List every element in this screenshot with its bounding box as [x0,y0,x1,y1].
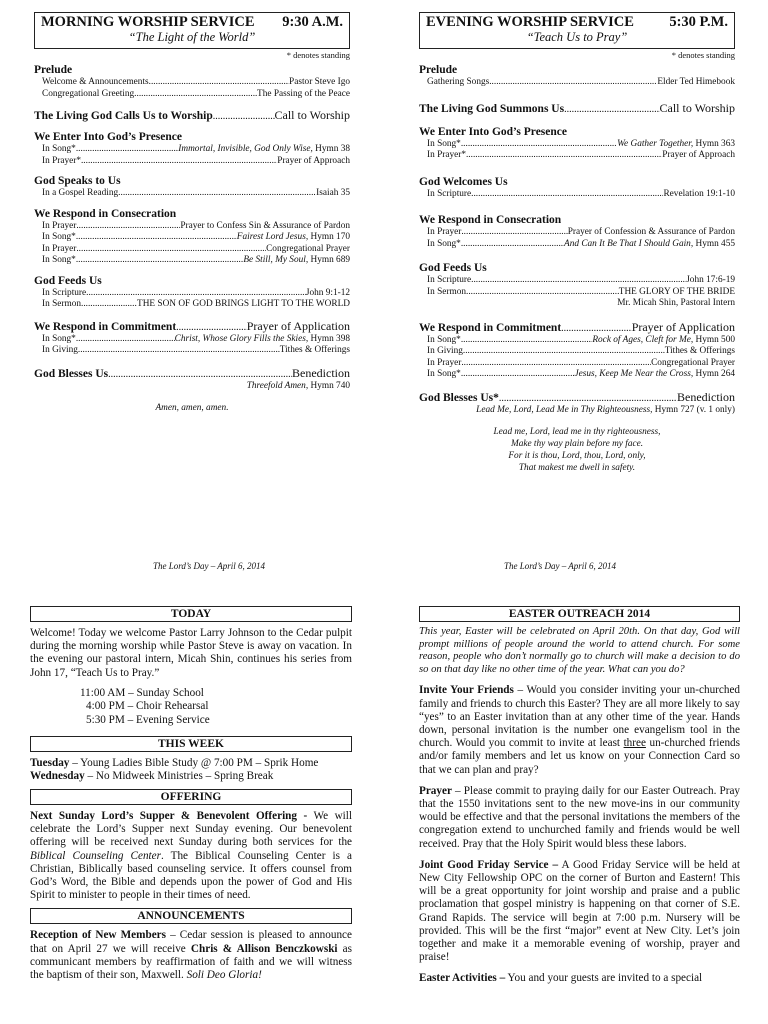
program-item [419,358,735,370]
morning-feeds-list [34,288,350,311]
poem-line: That makest me dwell in safety. [518,463,636,473]
program-item-detail: The Passing of the Peace [257,88,350,99]
today-schedule [30,687,352,728]
program-item-value [619,287,735,299]
program-item-detail: John 9:1-12 [305,287,350,298]
program-item-label: In a Gospel Reading [42,188,119,198]
easter-intro: This year, Easter will be celebrated on April 20th. On that day, God will prompt millions of people around the world to attend church. For some reason, people who don’t normally go to church will make a decision to do so on that day like no other time of the year. What can you do? [419,626,740,675]
dot-leader [81,299,137,311]
program-item [34,89,350,101]
program-item-label: In Song* [42,144,76,154]
program-item-detail: THE SON OF GOD BRINGS LIGHT TO THE WORLD [137,299,350,309]
dot-leader [76,334,175,346]
offering-paragraph: Next Sunday Lord’s Supper & Benevolent Offering - We will celebrate the Lord’s Supper next Sunday evening. Our benevolent offering will be received next Sunday during both services for the Biblical Counseling Center. The Biblical Counseling Center is a Christian, Biblically based counseling service. It offers counsel from God’s Word, the Bible and depends upon the power of God and His Spirit to minister to people in their times of need. [30,810,352,902]
morning-commitment-line [34,319,350,334]
poem-line: Make thy way plain before my face. [510,439,644,449]
program-item [419,150,735,162]
evening-blesses-sub: Lead Me, Lord, Lead Me in Thy Righteousness, Hymn 727 (v. 1 only) [476,404,735,415]
morning-presence-heading: We Enter Into God’s Presence [34,131,182,143]
program-item [419,275,735,287]
program-item-value [316,188,350,200]
this-week-item: Wednesday – No Midweek Ministries – Spring Break [30,769,274,782]
poem-line: Lead me, Lord, lead me in thy righteousness, [493,427,661,437]
dot-leader [134,89,257,101]
offering-title: OFFERING [30,789,352,805]
program-item-detail: John 17:6-19 [686,275,735,285]
evening-consecration-heading: We Respond in Consecration [419,214,562,226]
evening-service-panel [419,12,735,474]
evening-feeds-heading: God Feeds Us [419,262,487,274]
easter-prayer: Prayer – Please commit to praying daily for our Easter Outreach. Pray that the 1550 invitations sent to the new move-ins in our community would be effective and that the personal invitations the members of the congregation extend to unchurched family and friends would be well received. Pray that the Holy Spirit would bless these labors. [419,784,740,850]
morning-standing-note: * denotes standing [286,50,350,60]
evening-welcomes-list [419,189,735,201]
program-item [34,288,350,300]
program-item-detail: Tithes & Offerings [664,346,735,356]
dot-leader [118,188,316,200]
program-item-detail: Hymn 455 [693,238,735,249]
morning-consecration-list [34,221,350,267]
evening-subtitle: “Teach Us to Pray” [526,30,628,44]
program-item-detail: Revelation 19:1-10 [663,188,735,199]
program-item-value [663,189,735,201]
morning-calls-line [34,108,350,123]
dot-leader [466,287,619,299]
morning-prelude-heading: Prelude [34,64,73,76]
program-item-label: In Giving [427,346,463,356]
program-item-detail: Hymn 264 [693,369,735,379]
dot-leader [489,77,657,89]
dot-leader [466,150,662,162]
program-item [34,144,350,156]
program-item-detail: Elder Ted Himebook [657,77,735,87]
hymn-title: Immortal, Invisible, God Only Wise, [178,144,313,154]
evening-welcomes-heading: God Welcomes Us [419,175,508,188]
morning-speaks-heading: God Speaks to Us [34,175,121,187]
program-item-value [665,346,735,358]
evening-time: 5:30 P.M. [669,14,728,30]
program-item-label: In Prayer [42,243,77,254]
morning-presence-list [34,144,350,167]
evening-title: EVENING WORSHIP SERVICE [426,14,634,30]
program-item [419,227,735,239]
program-item-detail: Prayer of Confession & Assurance of Pardon [567,227,735,237]
announcements-title: ANNOUNCEMENTS [30,908,352,924]
hymn-title: Fairest Lord Jesus, [236,232,309,242]
today-welcome: Welcome! Today we welcome Pastor Larry Johnson to the Cedar pulpit during the morning worship while Pastor Steve is away on vacation. In the evening our pastoral intern, Micah Shin, continues his series from John 17, “Teach Us to Pray.” [30,627,352,679]
hymn-title: We Gather Together, [617,138,694,149]
program-item-label: In Prayer [427,227,462,237]
program-item-value [277,156,350,168]
program-item [34,188,350,200]
program-item-detail: Hymn 38 [312,144,350,154]
program-item-value [568,227,735,239]
morning-feeds-heading: God Feeds Us [34,274,102,287]
evening-preacher: Mr. Micah Shin, Pastoral Intern [617,298,735,308]
morning-footer: The Lord’s Day – April 6, 2014 [152,561,266,571]
dot-leader [76,232,237,244]
dot-leader [471,189,663,201]
evening-blesses-line [419,390,735,405]
easter-invite: Invite Your Friends – Would you consider inviting your un-churched family and friends to church this Easter? They are all more likely to say “yes” to an Easter invitation than at any other time of the year. Hands down, personal invitation is the number one evangelism tool in the church. Would you commit to invite at least three un-churched friends and/or family members and let us know on your Connection Card so that we can plan and pray? [419,684,741,776]
morning-commitment-label: We Respond in Commitment [34,320,177,333]
program-item [34,345,350,357]
program-item [419,239,735,251]
program-item-label: In Giving [42,345,78,355]
dot-leader [461,227,567,239]
morning-consecration-heading: We Respond in Consecration [34,207,177,220]
program-item-label: In Sermon [427,286,466,297]
program-item [419,77,735,89]
hymn-title: Jesus, Keep Me Near the Cross, [574,369,694,379]
program-item-label: In Scripture [427,188,472,199]
schedule-item: 4:00 PM – Choir Rehearsal [86,700,209,713]
program-item-value [175,334,350,346]
evening-consecration-list [419,227,735,250]
program-item-label: In Prayer* [427,150,466,160]
program-item [419,287,735,299]
program-item-label: In Scripture [427,275,472,285]
easter-column [419,606,740,986]
dot-leader [461,369,575,381]
program-item-value [289,77,350,89]
evening-prelude-list [419,77,735,89]
program-item [34,334,350,346]
program-item-detail: THE GLORY OF THE BRIDE [618,286,735,297]
today-column [30,606,352,982]
morning-amen: Amen, amen, amen. [155,403,229,413]
program-item-detail: Hymn 500 [693,334,735,345]
program-item [34,77,350,89]
program-item [419,335,735,347]
dot-leader [461,335,593,347]
evening-presence-list [419,139,735,162]
program-item [34,299,350,311]
program-item-detail: Hymn 689 [308,255,350,265]
morning-blesses-sub: Threefold Amen, Hymn 740 [246,380,350,391]
morning-prelude-list [34,77,350,100]
program-item-value [564,239,735,251]
program-item-label: In Prayer [42,220,77,231]
evening-prelude-heading: Prelude [419,64,458,76]
dot-leader [461,239,564,251]
poem-line: For it is thou, Lord, thou, Lord, only, [508,451,646,461]
program-item-value [237,232,350,244]
program-item-detail: Prayer to Confess Sin & Assurance of Pardon [180,220,350,231]
program-item [419,189,735,201]
program-item-value [617,139,735,151]
evening-blesses-label: God Blesses Us* [419,391,499,404]
program-item-detail: Pastor Steve Igo [289,77,350,87]
program-item-value [662,150,735,162]
evening-commitment-label: We Respond in Commitment [419,321,562,334]
schedule-item: 11:00 AM – Sunday School [80,686,204,699]
hymn-title: Rock of Ages, Cleft for Me, [592,334,694,345]
program-item-label: In Song* [42,255,76,265]
program-item-value [306,288,350,300]
program-item-label: In Scripture [42,287,87,298]
program-item [419,346,735,358]
this-week-title: THIS WEEK [30,736,352,752]
easter-activities: Easter Activities – You and your guests are invited to a special [419,972,703,985]
morning-calls-label: The Living God Calls Us to Worship [34,110,213,122]
easter-title: EASTER OUTREACH 2014 [419,606,740,622]
program-item-label: In Prayer [427,357,462,368]
program-item-label: In Song* [427,138,461,149]
this-week-item: Tuesday – Young Ladies Bible Study @ 7:00 PM – Sprik Home [30,756,319,769]
dot-leader [76,244,266,256]
morning-blesses-label: God Blesses Us [34,367,109,380]
program-item [34,156,350,168]
program-item-value [280,345,350,357]
program-item-label: Welcome & Announcements [42,77,149,87]
program-item-value [574,369,735,381]
today-title: TODAY [30,606,352,622]
dot-leader [463,346,665,358]
evening-feeds-list [419,275,735,298]
program-item [419,139,735,151]
program-item-value [178,144,350,156]
morning-service-panel [34,12,350,414]
dot-leader [471,275,686,287]
program-item-detail: Congregational Prayer [651,357,735,368]
program-item-detail: Congregational Prayer [266,243,350,254]
program-item-value [257,89,350,101]
dot-leader [461,358,651,370]
dot-leader [149,77,289,89]
program-item-detail: Hymn 170 [308,232,350,242]
program-item [419,369,735,381]
evening-standing-note: * denotes standing [671,50,735,60]
dot-leader [76,255,244,267]
morning-speaks-list [34,188,350,200]
hymn-title: Be Still, My Soul, [243,255,309,265]
program-item-label: Congregational Greeting [42,88,135,99]
program-item-detail: Isaiah 35 [316,188,350,198]
morning-header-box [34,12,350,49]
program-item-label: In Prayer* [42,155,81,166]
evening-commitment-list [419,335,735,381]
program-item-label: In Song* [42,333,76,344]
morning-commitment-list [34,334,350,357]
hymn-title: Christ, Whose Glory Fills the Skies, [174,333,309,344]
program-item-label: In Song* [42,232,76,242]
evening-commitment-line [419,320,735,335]
dot-leader [86,288,306,300]
evening-summons-line [419,101,735,116]
hymn-title: And Can It Be That I Should Gain, [564,238,694,249]
morning-blesses-line [34,366,350,381]
program-item [34,255,350,267]
morning-commitment-right: Prayer of Application [246,318,350,333]
dot-leader [81,156,277,168]
morning-time: 9:30 A.M. [282,14,343,30]
program-item-value [686,275,735,287]
program-item-value [657,77,735,89]
program-item-value [651,358,735,370]
evening-header-box [419,12,735,49]
program-item-label: In Sermon [42,299,81,309]
program-item-detail: Prayer of Approach [277,155,350,166]
dot-leader [78,345,280,357]
program-item-value [137,299,350,311]
program-item-value [592,335,735,347]
evening-summons-right: Call to Worship [659,100,735,115]
program-item-value [266,244,350,256]
program-item [34,232,350,244]
morning-subtitle: “The Light of the World” [128,30,256,44]
schedule-item: 5:30 PM – Evening Service [86,714,210,726]
program-item-value [180,221,350,233]
evening-summons-label: The Living God Summons Us [419,102,565,115]
program-item-label: In Song* [427,238,461,249]
program-item-detail: Tithes & Offerings [279,345,350,355]
program-item [34,221,350,233]
program-item [34,244,350,256]
program-item-value [243,255,350,267]
morning-calls-right: Call to Worship [274,108,350,122]
program-item-label: Gathering Songs [427,77,490,87]
morning-title: MORNING WORSHIP SERVICE [41,14,255,30]
announcements-paragraph: Reception of New Members – Cedar session is pleased to announce that on April 27 we will receive Chris & Allison Benczkowski as communicant members by reaffirmation of faith and we will witness the baptism of their son, Maxwell. Soli Deo Gloria! [30,929,352,982]
program-item-label: In Song* [427,369,461,379]
program-item-detail: Hymn 398 [308,333,350,344]
program-item-detail: Hymn 363 [693,138,735,149]
dot-leader [76,144,178,156]
dot-leader [76,221,180,233]
evening-footer: The Lord’s Day – April 6, 2014 [503,561,617,571]
easter-good-friday: Joint Good Friday Service – A Good Friday Service will be held at New City Fellowship OPC on the corner of Burton and Eastern! This will be a great opportunity for joint worship and praise and a public proclamation that gospel ministry is happening on that corner of S.E. Grand Rapids. The service will begin at 7:00 p.m. Nursery will be provided. This will be the first “major” event at New City. Let’s join together and make it a memorable evening of worship, prayer and praise! [419,858,740,964]
evening-poem [419,426,735,474]
evening-presence-heading: We Enter Into God’s Presence [419,125,567,138]
dot-leader [461,139,617,151]
evening-commitment-right: Prayer of Application [631,319,735,334]
evening-blesses-right: Benediction [677,389,735,404]
morning-blesses-right: Benediction [292,365,350,380]
program-item-detail: Prayer of Approach [662,150,735,160]
program-item-label: In Song* [427,334,461,345]
